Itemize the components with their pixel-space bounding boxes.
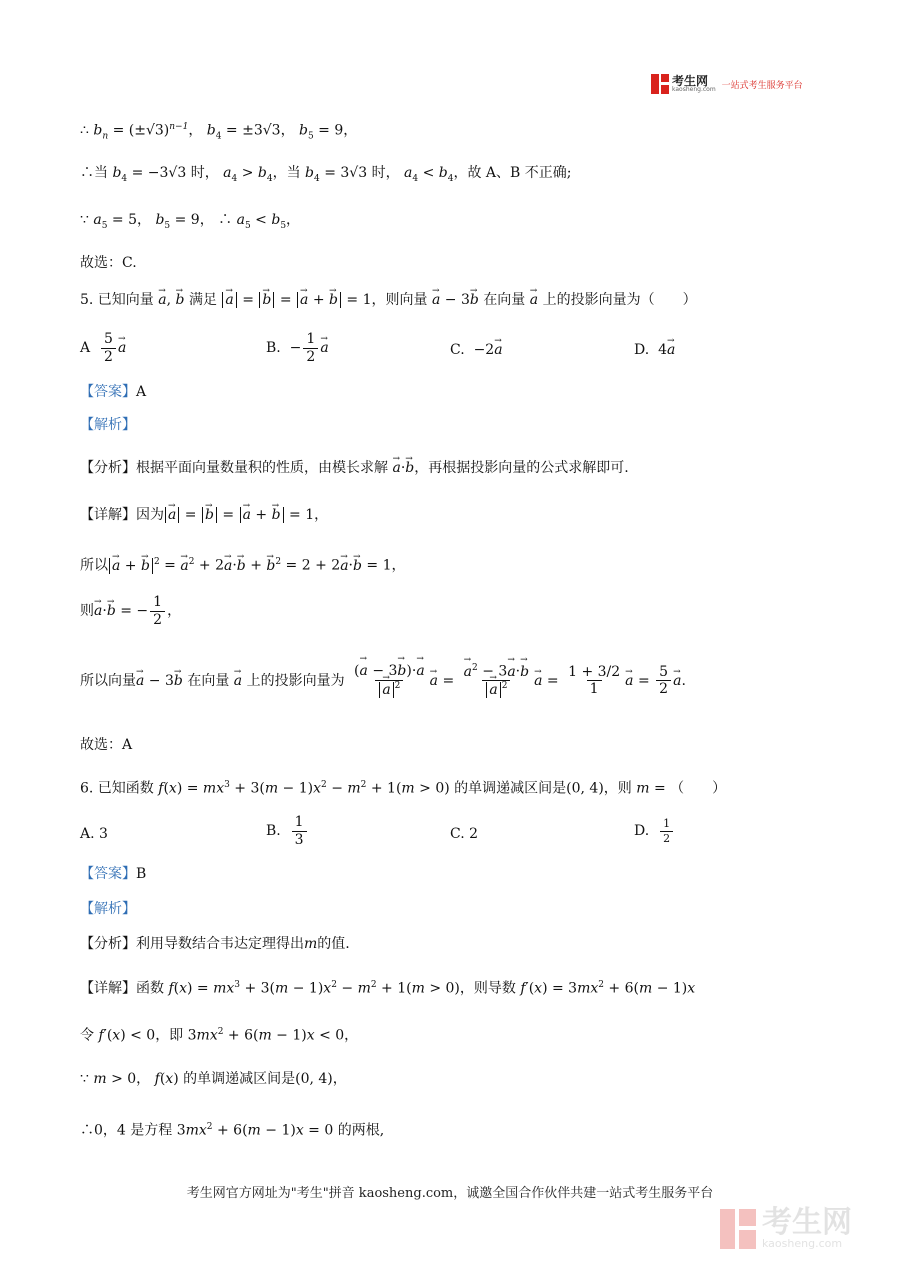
choice-c: 故选：C.	[80, 255, 137, 271]
q5-stem: 5. 已知向量 → a, → b 满足 → a = → b = → a + → b = 1，则向量 → a − 3→ b 在向量 → a 上的投影向量为（ ）	[80, 290, 697, 310]
line-a5-b5: ∵ $a_5 = 5$， $b_5 = 9$， ∴ $a_5 < b_5$，	[80, 212, 301, 231]
q5-option-a: A $\frac{5}{2}$ → a	[80, 332, 126, 364]
q5-option-c: C. −2→ a	[450, 340, 503, 360]
watermark-logo-icon	[720, 1209, 756, 1249]
q5-answer: 【答案】A	[80, 384, 147, 400]
q5-analysis-label: 【解析】	[80, 417, 136, 433]
watermark-domain: kaosheng.com	[762, 1237, 843, 1250]
q6-fenxi: 【分析】利用导数结合韦达定理得出m的值.	[80, 936, 350, 952]
q5-fenxi: 【分析】根据平面向量数量积的性质，由模长求解 → a·→ b，再根据投影向量的公式求解即可.	[80, 458, 629, 478]
q5-detail-3: 则→ a·→ b = − $\frac{1}{2}$ ，	[80, 595, 181, 627]
q5-option-d: D. 4→ a	[634, 340, 675, 360]
q6-detail-4: ∴0，4 是方程 $3mx^2 + 6(m - 1)x = 0$ 的两根,	[80, 1122, 385, 1139]
q6-analysis-label: 【解析】	[80, 901, 136, 917]
q6-answer: 【答案】B	[80, 866, 147, 882]
watermark-logo	[720, 1205, 852, 1250]
q6-detail-1: 【详解】函数 $f(x) = mx^3 + 3(m - 1)x^2 - m^2 + 1(m > 0)$，则导数 $f'(x) = 3mx^2 + 6(m - 1)x$	[80, 980, 696, 997]
q6-option-a: A. 3	[80, 826, 108, 842]
q6-option-b: B. $\frac{1}{3}$	[266, 815, 309, 847]
brand-slogan: 一站式考生服务平台	[721, 80, 803, 91]
q5-option-b: B. − $\frac{1}{2}$ → a	[266, 332, 329, 364]
line-case-analysis: ∴当 $b_4 = -3√3$ 时， $a_4 > b_4$，当 $b_4 = 3√3$ 时， $a_4 < b_4$，故 A、B 不正确;	[80, 165, 572, 184]
brand-logo-icon	[651, 74, 669, 94]
q5-detail-4: 所以向量→ a − 3→ b 在向量 → a 上的投影向量为 (→ a − 3→ b)·→ a → a $^2$ → a = → $a^2 - 3\to a\cdot\to b$ → a $^2$ → a = $\frac{1 + 3/2}{1}$ → a = $\frac{5}{2}$ → a.	[80, 664, 686, 698]
watermark-name: 考生网	[762, 1205, 852, 1240]
line-bn-formula: ∴ $b_n = (\pm√3)^{n-1}$， $b_4 = \pm 3√3$， $b_5 = 9$，	[80, 122, 358, 142]
q5-detail-2: 所以→ a + → b $^2$ = → $a^2 + 2\to a\cdot\to b$ + → $b^2 = 2 + 2\to a\cdot\to b = 1$，	[80, 552, 406, 576]
q6-stem: 6. 已知函数 $f(x) = mx^3 + 3(m - 1)x^2 - m^2 + 1(m > 0)$ 的单调递减区间是(0, 4)，则 m = （ ）	[80, 780, 727, 797]
q6-option-d: D. $\frac{1}{2}$	[634, 818, 675, 844]
header-logo	[651, 72, 803, 96]
q6-detail-2: 令 f′(x) < 0，即 $3mx^2 + 6(m - 1)x < 0$，	[80, 1027, 359, 1044]
q5-detail-1: 【详解】因为→ a = → b = → a + → b = 1，	[80, 505, 328, 525]
brand-name: 考生网	[672, 74, 709, 88]
page-footer: 考生网官方网址为"考生"拼音 kaosheng.com，诚邀全国合作伙伴共建一站式考生服务平台	[186, 1186, 714, 1201]
q5-choice: 故选：A	[80, 737, 133, 753]
q6-option-c: C. 2	[450, 826, 479, 842]
brand-domain: kaosheng.com	[672, 86, 716, 93]
q6-detail-3: ∵ m > 0， f(x) 的单调递减区间是(0, 4)，	[80, 1071, 347, 1087]
